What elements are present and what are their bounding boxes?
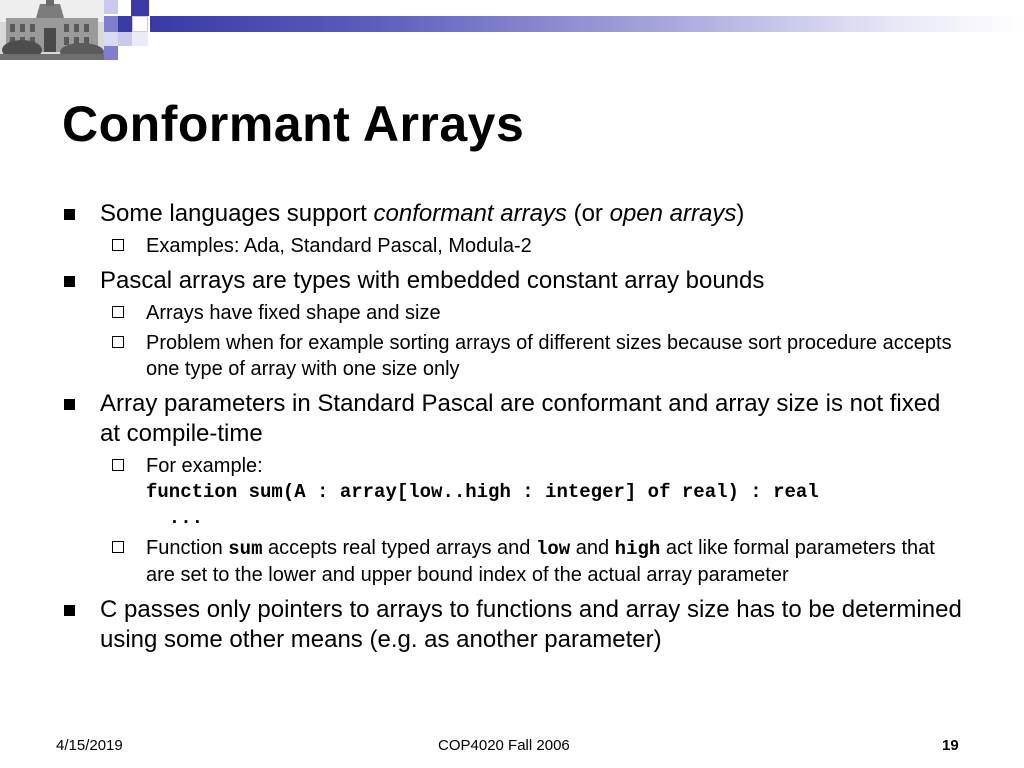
hollow-square-bullet-icon	[112, 336, 124, 348]
square-bullet-icon	[64, 605, 75, 616]
hollow-square-bullet-icon	[112, 239, 124, 251]
text-run: (or	[566, 200, 610, 227]
sub-bullet-item	[64, 233, 964, 259]
sub-bullet-item	[64, 330, 964, 382]
page-number: 19	[942, 737, 959, 754]
inline-code: sum	[228, 538, 263, 560]
header-gradient-bar	[150, 16, 1024, 32]
text-run: C passes only pointers to arrays to functions and array size has to be determined using some other means (e.g. as another parameter)	[100, 596, 962, 653]
building-photo	[0, 0, 104, 60]
deco-square	[118, 16, 132, 32]
code-block	[146, 479, 964, 531]
text-run: )	[736, 200, 745, 227]
text-run: Problem when for example sorting arrays of different sizes because sort procedure accepts one type of array with one size only	[146, 332, 952, 380]
deco-square	[132, 16, 148, 32]
sub-bullet-item	[64, 535, 964, 588]
footer-date: 4/15/2019	[56, 737, 123, 754]
bullet-item	[64, 199, 964, 229]
deco-square	[104, 46, 118, 60]
footer-course: COP4020 Fall 2006	[438, 737, 570, 754]
text-run: Examples: Ada, Standard Pascal, Modula-2	[146, 235, 532, 257]
deco-square	[104, 32, 118, 46]
emphasis-text: open arrays	[609, 200, 737, 227]
square-bullet-icon	[64, 276, 75, 287]
code-line: function sum(A : array[low..high : integer] of real) : real	[146, 481, 819, 503]
code-line: ...	[146, 507, 204, 529]
bullet-item	[64, 595, 964, 655]
text-run: act like formal parameters that are set to the lower and upper bound index of the actual array parameter	[146, 537, 935, 586]
hollow-square-bullet-icon	[112, 459, 124, 471]
text-run: Pascal arrays are types with embedded constant array bounds	[100, 267, 765, 294]
sub-bullet-item	[64, 300, 964, 326]
slide-header-decoration	[0, 0, 1024, 60]
text-run: For example:	[146, 455, 263, 477]
hollow-square-bullet-icon	[112, 541, 124, 553]
text-run: and	[570, 537, 615, 559]
deco-square	[132, 32, 148, 46]
text-run: Arrays have fixed shape and size	[146, 302, 441, 324]
bullet-item	[64, 266, 964, 296]
text-run: Function	[146, 537, 229, 559]
inline-code: low	[535, 538, 571, 560]
text-run: accepts real typed arrays and	[262, 537, 536, 559]
sub-bullet-item	[64, 453, 964, 531]
bullet-item	[64, 389, 964, 449]
square-bullet-icon	[64, 209, 75, 220]
square-bullet-icon	[64, 399, 75, 410]
inline-code: high	[614, 538, 661, 560]
slide-body	[64, 199, 964, 655]
deco-square	[104, 0, 118, 14]
deco-square	[118, 32, 132, 46]
hollow-square-bullet-icon	[112, 306, 124, 318]
text-run: Some languages support	[100, 200, 374, 227]
deco-square	[104, 16, 118, 32]
slide-title: Conformant Arrays	[62, 96, 525, 152]
emphasis-text: conformant arrays	[373, 200, 567, 227]
deco-square	[131, 0, 149, 16]
text-run: Array parameters in Standard Pascal are conformant and array size is not fixed at compile-time	[100, 390, 941, 447]
